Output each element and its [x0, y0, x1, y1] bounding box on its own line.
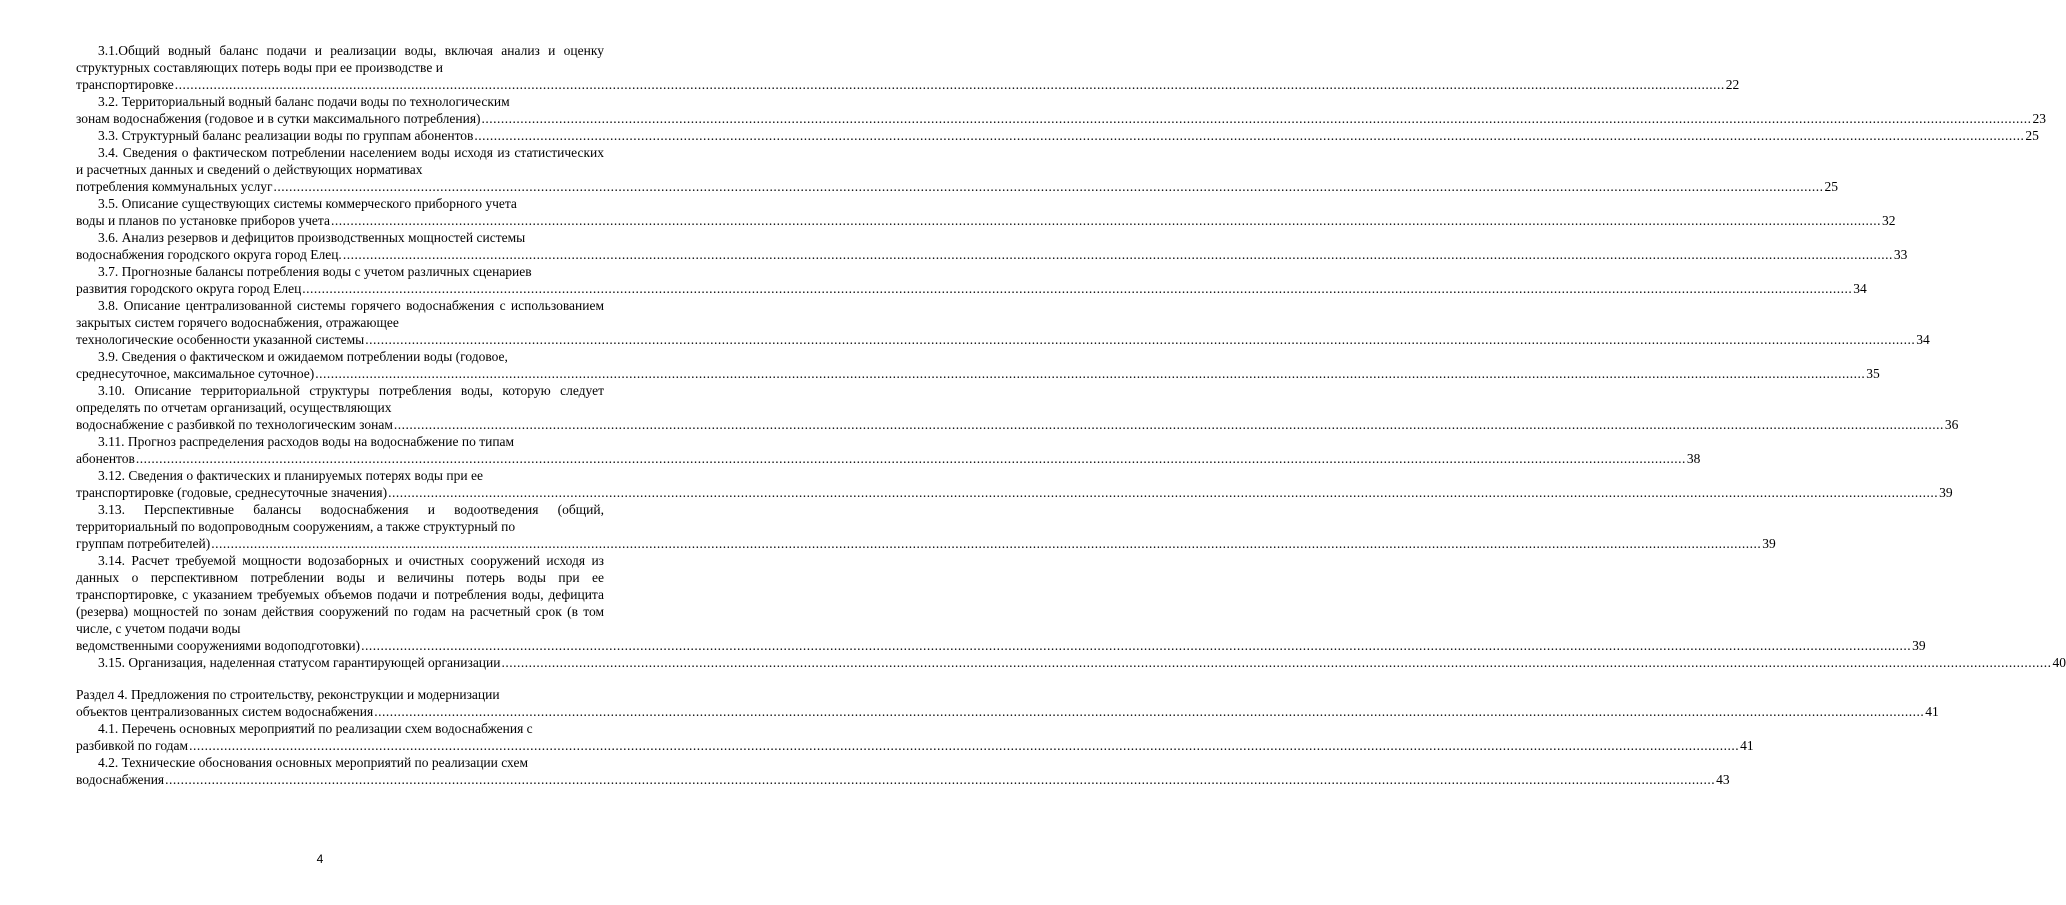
toc-entry-title-end: водоснабжения городского округа город Елец.: [76, 247, 342, 262]
toc-page-number: 34: [1853, 281, 1867, 296]
dot-leader: ................................................................................................................................................................................................................................................................................................................................................................................................................: [388, 485, 1939, 500]
toc-entry-title-end: развития городского округа город Елец: [76, 281, 302, 296]
dot-leader: ................................................................................................................................................................................................................................................................................................................................................................................................................: [135, 451, 1686, 466]
toc-entry[interactable]: [76, 263, 1867, 297]
toc-entry[interactable]: [76, 297, 1930, 348]
toc-entry-title-end: разбивкой по годам: [76, 738, 189, 753]
dot-leader: ................................................................................................................................................................................................................................................................................................................................................................................................................: [374, 704, 1925, 719]
toc-page-number: 32: [1881, 213, 1896, 228]
dot-leader: ................................................................................................................................................................................................................................................................................................................................................................................................................: [474, 128, 2025, 143]
dot-leader: ................................................................................................................................................................................................................................................................................................................................................................................................................: [393, 417, 1944, 432]
toc-page-number: 22: [1725, 77, 1740, 92]
dot-leader: ................................................................................................................................................................................................................................................................................................................................................................................................................: [501, 655, 2052, 670]
toc-entry-title: 3.5. Описание существующих системы коммерческого приборного учета: [98, 196, 517, 211]
dot-leader: ................................................................................................................................................................................................................................................................................................................................................................................................................: [189, 738, 1740, 753]
dot-leader: ................................................................................................................................................................................................................................................................................................................................................................................................................: [165, 772, 1716, 787]
toc-entry-title-end: технологические особенности указанной системы: [76, 332, 365, 347]
toc-entry-title-end: транспортировке: [76, 77, 174, 92]
toc-entry-title-end: группам потребителей): [76, 536, 211, 551]
toc-entry-title: 3.11. Прогноз распределения расходов воды на водоснабжение по типам: [98, 434, 515, 449]
dot-leader: ................................................................................................................................................................................................................................................................................................................................................................................................................: [211, 536, 1762, 551]
toc-entry-title: 3.10. Описание территориальной структуры потребления воды, которую следует определять по отчетам организаций, осуществляющих: [76, 383, 604, 415]
toc-entry-title-end: водоснабжение с разбивкой по технологическим зонам: [76, 417, 393, 432]
toc-entry-title-end: ведомственными сооружениями водоподготовки): [76, 638, 361, 653]
toc-page-number: 34: [1916, 332, 1930, 347]
toc-entry-title-end: среднесуточное, максимальное суточное): [76, 366, 315, 381]
dot-leader: ................................................................................................................................................................................................................................................................................................................................................................................................................: [315, 366, 1866, 381]
toc-page-number: 39: [1762, 536, 1776, 551]
dot-leader: ................................................................................................................................................................................................................................................................................................................................................................................................................: [361, 638, 1912, 653]
toc-entry-title: 3.6. Анализ резервов и дефицитов производственных мощностей системы: [98, 230, 526, 245]
toc-entry-title: 3.14. Расчет требуемой мощности водозаборных и очистных сооружений исходя из данных о перспективном потреблении воды и величины потерь воды при ее транспортировке, с указанием требуемых объемов подачи и потребления воды, дефицита (резерва) мощностей по зонам действия сооружений по годам на расчетный срок (в том числе, с учетом подачи воды: [76, 553, 604, 636]
toc-entry[interactable]: [76, 348, 1880, 382]
toc-entry[interactable]: [76, 127, 2039, 144]
toc-page-number: 36: [1944, 417, 1959, 432]
toc-entry-title: Раздел 4. Предложения по строительству, реконструкции и модернизации: [76, 687, 500, 702]
dot-leader: ................................................................................................................................................................................................................................................................................................................................................................................................................: [302, 281, 1853, 296]
toc-page-number: 25: [2025, 128, 2039, 143]
toc-page-number: 23: [2032, 111, 2047, 126]
toc-page-number: 39: [1912, 638, 1926, 653]
toc-entry[interactable]: [76, 552, 1926, 654]
toc-entry-title-end: водоснабжения: [76, 772, 165, 787]
toc-entry[interactable]: [76, 654, 2066, 671]
toc-page-number: 39: [1939, 485, 1953, 500]
toc-page-number: 41: [1925, 704, 1939, 719]
toc-entry[interactable]: [76, 93, 2047, 127]
dot-leader: ................................................................................................................................................................................................................................................................................................................................................................................................................: [330, 213, 1881, 228]
dot-leader: ................................................................................................................................................................................................................................................................................................................................................................................................................: [342, 247, 1893, 262]
toc-entry-title-end: транспортировке (годовые, среднесуточные значения): [76, 485, 388, 500]
dot-leader: ................................................................................................................................................................................................................................................................................................................................................................................................................: [174, 77, 1725, 92]
table-of-contents: [76, 42, 2066, 788]
toc-page-number: 25: [1824, 179, 1839, 194]
toc-entry-title: 4.1. Перечень основных мероприятий по реализации схем водоснабжения с: [98, 721, 533, 736]
toc-section[interactable]: [76, 686, 1939, 720]
toc-entry-title: 4.2. Технические обоснования основных мероприятий по реализации схем: [98, 755, 529, 770]
toc-page-number: 40: [2052, 655, 2066, 670]
toc-entry[interactable]: [76, 754, 1730, 788]
toc-entry-title-end: зонам водоснабжения (годовое и в сутки максимального потребления): [76, 111, 481, 126]
dot-leader: ................................................................................................................................................................................................................................................................................................................................................................................................................: [481, 111, 2032, 126]
toc-entry-title: 3.1.Общий водный баланс подачи и реализации воды, включая анализ и оценку структурных составляющих потерь воды при ее производстве и: [76, 43, 604, 75]
toc-entry[interactable]: [76, 144, 1839, 195]
toc-entry-title-end: воды и планов по установке приборов учета: [76, 213, 330, 228]
toc-entry-title: 3.4. Сведения о фактическом потреблении населением воды исходя из статистических и расчетных данных и сведений о действующих нормативах: [76, 145, 604, 177]
toc-entry-title: 3.8. Описание централизованной системы горячего водоснабжения с использованием закрытых систем горячего водоснабжения, отражающее: [76, 298, 604, 330]
toc-entry-title-end: абонентов: [76, 451, 135, 466]
toc-entry[interactable]: [76, 433, 1701, 467]
toc-entry-title: 3.12. Сведения о фактических и планируемых потерях воды при ее: [98, 468, 483, 483]
toc-entry[interactable]: [76, 501, 1776, 552]
toc-entry[interactable]: [76, 720, 1754, 754]
dot-leader: ................................................................................................................................................................................................................................................................................................................................................................................................................: [273, 179, 1824, 194]
toc-page-number: 38: [1686, 451, 1701, 466]
toc-entry[interactable]: [76, 42, 1740, 93]
dot-leader: ................................................................................................................................................................................................................................................................................................................................................................................................................: [365, 332, 1916, 347]
page-number: 4: [316, 852, 324, 866]
toc-entry[interactable]: [76, 467, 1953, 501]
toc-page-number: 41: [1740, 738, 1754, 753]
toc-entry[interactable]: [76, 382, 1959, 433]
toc-entry-title: 3.13. Перспективные балансы водоснабжения и водоотведения (общий, территориальный по водопроводным сооружениям, а также структурный по: [76, 502, 604, 534]
toc-entry-title: 3.7. Прогнозные балансы потребления воды с учетом различных сценариев: [98, 264, 532, 279]
toc-entry-title: 3.9. Сведения о фактическом и ожидаемом потреблении воды (годовое,: [98, 349, 508, 364]
toc-page-number: 43: [1716, 772, 1730, 787]
toc-entry-title-end: 3.3. Структурный баланс реализации воды по группам абонентов: [98, 128, 474, 143]
toc-entry-title: 3.2. Территориальный водный баланс подачи воды по технологическим: [98, 94, 510, 109]
toc-page-number: 33: [1893, 247, 1908, 262]
toc-entry[interactable]: [76, 229, 1908, 263]
toc-page-number: 35: [1866, 366, 1880, 381]
toc-entry-title-end: потребления коммунальных услуг: [76, 179, 273, 194]
toc-entry[interactable]: [76, 195, 1896, 229]
toc-entry-title-end: объектов централизованных систем водоснабжения: [76, 704, 374, 719]
toc-entry-title-end: 3.15. Организация, наделенная статусом гарантирующей организации: [98, 655, 501, 670]
